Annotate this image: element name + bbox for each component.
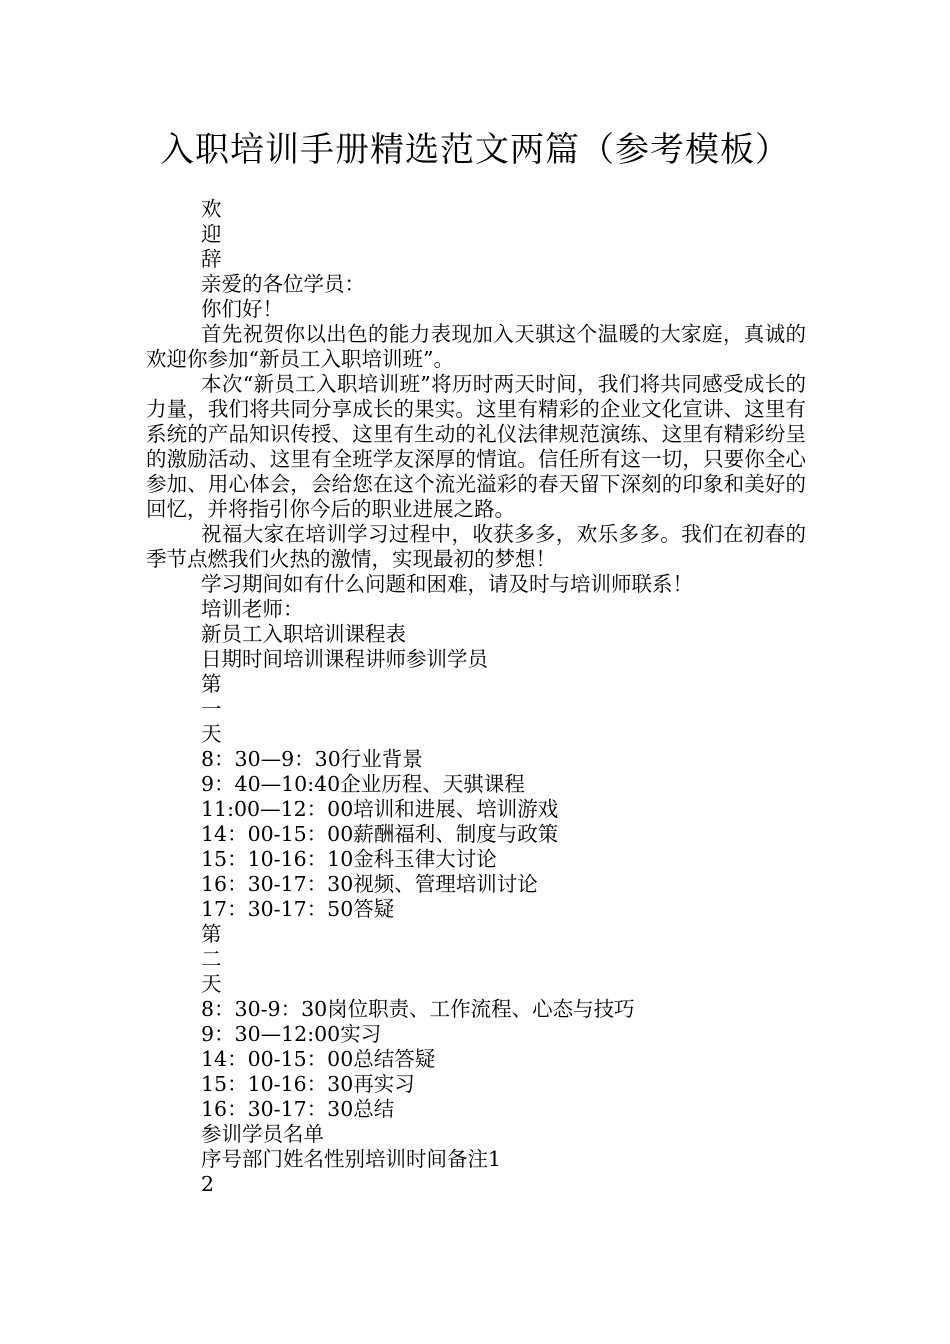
day2-session: 15：10-16：30再实习 <box>201 1072 415 1096</box>
day2-session: 9：30—12:00实习 <box>201 1022 382 1046</box>
roster-row-number: 2 <box>201 1172 215 1196</box>
day1-char-2: 一 <box>201 697 222 721</box>
greeting: 亲爱的各位学员： <box>201 272 365 296</box>
schedule-title: 新员工入职培训课程表 <box>201 622 406 646</box>
trainer-label: 培训老师： <box>201 597 304 621</box>
day2-char-1: 第 <box>201 922 222 946</box>
welcome-char-1: 欢 <box>201 197 222 221</box>
paragraph-wishes: 祝福大家在培训学习过程中，收获多多，欢乐多多。我们在初春的季节点燃我们火热的激情，实现最初的梦想！ <box>146 522 806 571</box>
day2-session: 8：30-9：30岗位职责、工作流程、心态与技巧 <box>201 997 635 1021</box>
day2-session: 16：30-17：30总结 <box>201 1097 395 1121</box>
day1-char-1: 第 <box>201 672 222 696</box>
day1-session: 14：00-15：00薪酬福利、制度与政策 <box>201 822 559 846</box>
paragraph-program-intro: 本次“新员工入职培训班”将历时两天时间，我们将共同感受成长的力量，我们将共同分享成长的果实。这里有精彩的企业文化宣讲、这里有系统的产品知识传授、这里有生动的礼仪法律规范演练、这里有精彩纷呈的激励活动、这里有全班学友深厚的情谊。信任所有这一切，只要你全心参加、用心体会，会给您在这个流光溢彩的春天留下深刻的印象和美好的回忆，并将指引你今后的职业进展之路。 <box>146 372 806 521</box>
day1-char-3: 天 <box>201 722 222 746</box>
day2-session: 14：00-15：00总结答疑 <box>201 1047 436 1071</box>
hello-line: 你们好！ <box>201 297 283 321</box>
welcome-char-2: 迎 <box>201 222 222 246</box>
paragraph-congratulations: 首先祝贺你以出色的能力表现加入天骐这个温暖的大家庭，真诚的欢迎你参加“新员工入职培训班”。 <box>146 322 806 371</box>
welcome-char-3: 辞 <box>201 247 222 271</box>
day1-session: 15：10-16：10金科玉律大讨论 <box>201 847 497 871</box>
day1-session: 8：30—9：30行业背景 <box>201 747 423 771</box>
day1-session: 9：40—10:40企业历程、天骐课程 <box>201 772 525 796</box>
roster-header: 序号部门姓名性别培训时间备注1 <box>201 1147 502 1171</box>
roster-title: 参训学员名单 <box>201 1122 324 1146</box>
day2-char-3: 天 <box>201 972 222 996</box>
contact-line: 学习期间如有什么问题和困难，请及时与培训师联系！ <box>201 572 693 596</box>
day1-session: 11:00—12：00培训和进展、培训游戏 <box>201 797 559 821</box>
day1-session: 16：30-17：30视频、管理培训讨论 <box>201 872 538 896</box>
schedule-header: 日期时间培训课程讲师参训学员 <box>201 647 488 671</box>
day1-session: 17：30-17：50答疑 <box>201 897 395 921</box>
document-body <box>146 197 806 1197</box>
document-title: 入职培训手册精选范文两篇（参考模板） <box>160 130 790 170</box>
day2-char-2: 二 <box>201 947 222 971</box>
